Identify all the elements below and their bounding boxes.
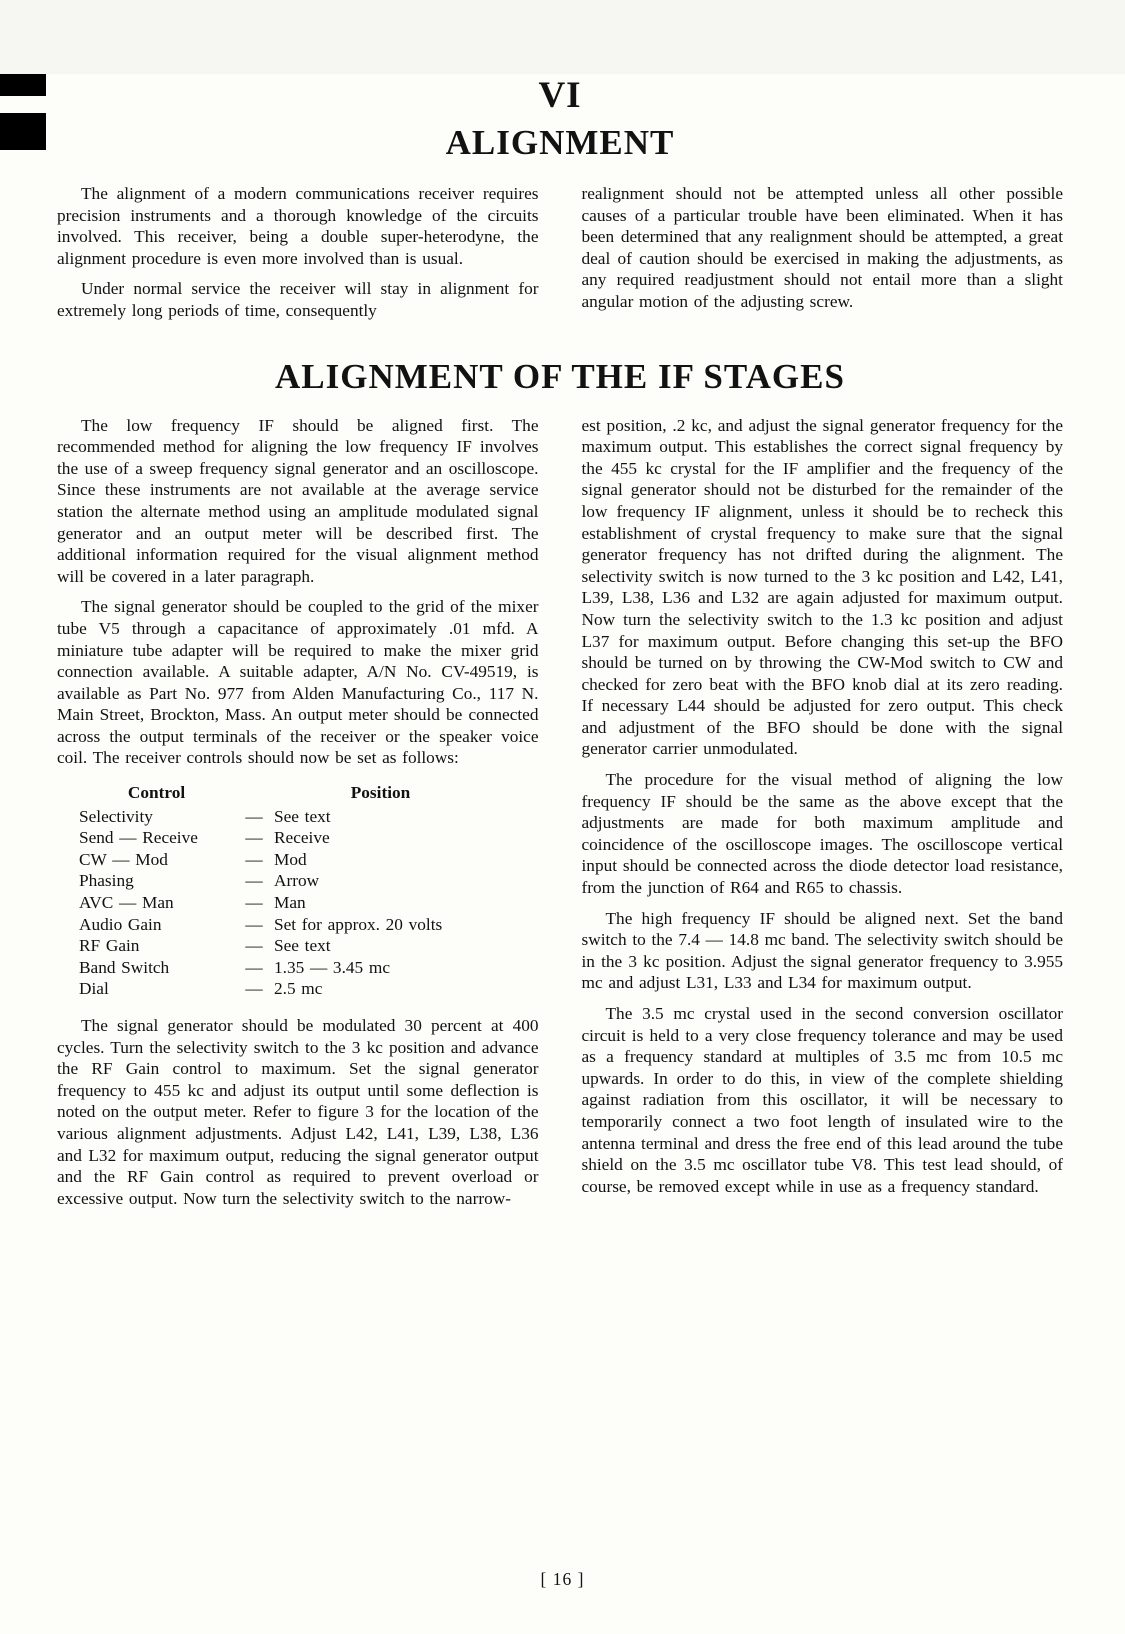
intro-paragraph-3: realignment should not be attempted unless all other possible causes of a particular trouble have been eliminated. When it has been determined that any realignment should be attempted, a great deal of caution should be exercised in making the adjustments, as any required readjustment should not entail more than a slight angular motion of the adjusting screw. <box>581 184 1063 311</box>
table-cell-separator: — <box>245 957 263 977</box>
table-cell-control: Phasing <box>79 871 134 891</box>
table-cell-separator: — <box>245 979 263 999</box>
page-number: [ 16 ] <box>540 1569 585 1589</box>
if-paragraph-2: The signal generator should be coupled to the grid of the mixer tube V5 through a capacitance of approximately .01 mfd. A miniature tube adapter will be required to make the mixer grid connection available. A suitable adapter, A/N No. CV-49519, is available as Part No. 977 from Alden Manufacturing Co., 117 N. Main Street, Brockton, Mass. An output meter should be connected across the output terminals of the receiver or the speaker voice coil. The receiver controls should now be set as follows: <box>57 597 539 768</box>
table-cell-control: AVC — Man <box>79 893 174 913</box>
if-left-column <box>57 415 539 1219</box>
section-title: ALIGNMENT OF THE IF STAGES <box>275 356 845 396</box>
if-paragraph-3: The signal generator should be modulated 30 percent at 400 cycles. Turn the selectivity switch to the 3 kc position and advance the RF Gain control to maximum. Set the signal generator frequency to 455 kc and adjust its output until some deflection is noted on the output meter. Refer to figure 3 for the location of the various alignment adjustments. Adjust L42, L41, L39, L38, L36 and L32 for maximum output, reducing the signal generator output and the RF Gain control as required to prevent overload or excessive output. Now turn the selectivity switch to the narrow- <box>57 1016 539 1208</box>
print-registration-mark-bottom <box>0 113 46 150</box>
table-row <box>79 935 517 957</box>
if-stages-section <box>57 415 1063 1219</box>
table-cell-position: 2.5 mc <box>274 979 323 999</box>
chapter-number: VI <box>538 75 582 116</box>
control-position-table <box>79 782 517 1000</box>
print-registration-mark-top <box>0 74 46 96</box>
table-cell-position: Arrow <box>274 871 320 891</box>
table-row <box>79 806 517 828</box>
table-row <box>79 827 517 849</box>
table-cell-separator: — <box>245 828 263 848</box>
table-cell-separator: — <box>245 914 263 934</box>
intro-right-column <box>582 183 1064 331</box>
table-cell-control: Dial <box>79 979 109 999</box>
if-paragraph-4: est position, .2 kc, and adjust the signal generator frequency for the maximum output. This establishes the correct signal frequency by the 455 kc crystal for the IF amplifier and the frequency of the signal generator should not be disturbed for the remainder of the low frequency IF alignment, unless it should be to recheck this establishment of crystal frequency to make sure that the signal generator frequency has not drifted during the alignment. The selectivity switch is now turned to the 3 kc position and L42, L41, L39, L38, L36 and L32 are again adjusted for maximum output. Now turn the selectivity switch to the 1.3 kc position and adjust L37 for maximum output. Before changing this set-up the BFO should be turned on by throwing the CW-Mod switch to CW and checked for zero beat with the BFO knob dial at its zero reading. If necessary L44 should be adjusted for zero output. This check and adjustment of the BFO should be done with the signal generator carrier unmodulated. <box>581 415 1063 759</box>
table-header-control: Control <box>127 783 186 803</box>
table-row <box>79 892 517 914</box>
intro-paragraph-1: The alignment of a modern communications receiver requires precision instruments and a thorough knowledge of the circuits involved. This receiver, being a double super-heterodyne, the alignment procedure is even more involved than is usual. <box>57 184 539 268</box>
table-header-row <box>79 782 517 804</box>
table-cell-position: See text <box>274 806 331 826</box>
table-row <box>79 870 517 892</box>
table-cell-control: Send — Receive <box>79 828 198 848</box>
table-cell-position: Set for approx. 20 volts <box>274 914 443 934</box>
table-row <box>79 849 517 871</box>
if-paragraph-7: The 3.5 mc crystal used in the second conversion oscillator circuit is held to a very close frequency tolerance and may be used as a frequency standard at multiples of 3.5 mc from 10.5 mc upwards. In order to do this, in view of the complete shielding against radiation from this oscillator, it will be necessary to temporarily connect a two foot length of insulated wire to the antenna terminal and dress the free end of this lead around the tube shield on the 3.5 mc oscillator tube V8. This test lead should, of course, be removed except while in use as a frequency standard. <box>581 1004 1063 1196</box>
table-cell-control: Band Switch <box>79 957 170 977</box>
if-right-column <box>582 415 1064 1219</box>
intro-left-column <box>57 183 539 331</box>
table-row <box>79 978 517 1000</box>
table-cell-control: CW — Mod <box>79 849 168 869</box>
table-cell-position: 1.35 — 3.45 mc <box>274 957 390 977</box>
table-cell-control: Selectivity <box>79 806 153 826</box>
table-cell-separator: — <box>245 871 263 891</box>
table-cell-separator: — <box>245 936 263 956</box>
document-page <box>0 74 1125 1634</box>
table-cell-position: Man <box>274 893 306 913</box>
if-paragraph-5: The procedure for the visual method of aligning the low frequency IF should be the same as the above except that the adjustments are made for both maximum amplitude and coincidence of the oscilloscope images. The oscilloscope vertical input should be connected across the diode detector load resistance, from the junction of R64 and R65 to chassis. <box>581 770 1063 898</box>
table-cell-separator: — <box>245 849 263 869</box>
if-paragraph-1: The low frequency IF should be aligned first. The recommended method for aligning the low frequency IF involves the use of a sweep frequency signal generator and an oscilloscope. Since these instruments are not available at the average service station the alternate method using an amplitude modulated signal generator and an output meter will be described first. The additional information required for the visual alignment method will be covered in a later paragraph. <box>57 415 539 586</box>
intro-paragraph-2: Under normal service the receiver will stay in alignment for extremely long periods of time, consequently <box>57 279 539 320</box>
if-paragraph-6: The high frequency IF should be aligned next. Set the band switch to the 7.4 — 14.8 mc band. The selectivity switch should be in the 3 kc position. Adjust the signal generator frequency to 3.955 mc and adjust L31, L33 and L34 for maximum output. <box>581 908 1063 993</box>
chapter-title: ALIGNMENT <box>445 123 675 162</box>
table-cell-position: See text <box>274 936 331 956</box>
intro-section <box>57 183 1063 331</box>
table-cell-separator: — <box>245 806 263 826</box>
table-row <box>79 914 517 936</box>
table-header-position: Position <box>350 783 411 803</box>
table-cell-position: Receive <box>274 828 330 848</box>
table-cell-separator: — <box>245 893 263 913</box>
table-cell-control: Audio Gain <box>79 914 162 934</box>
table-cell-position: Mod <box>274 849 307 869</box>
table-cell-control: RF Gain <box>79 936 140 956</box>
table-row <box>79 957 517 979</box>
